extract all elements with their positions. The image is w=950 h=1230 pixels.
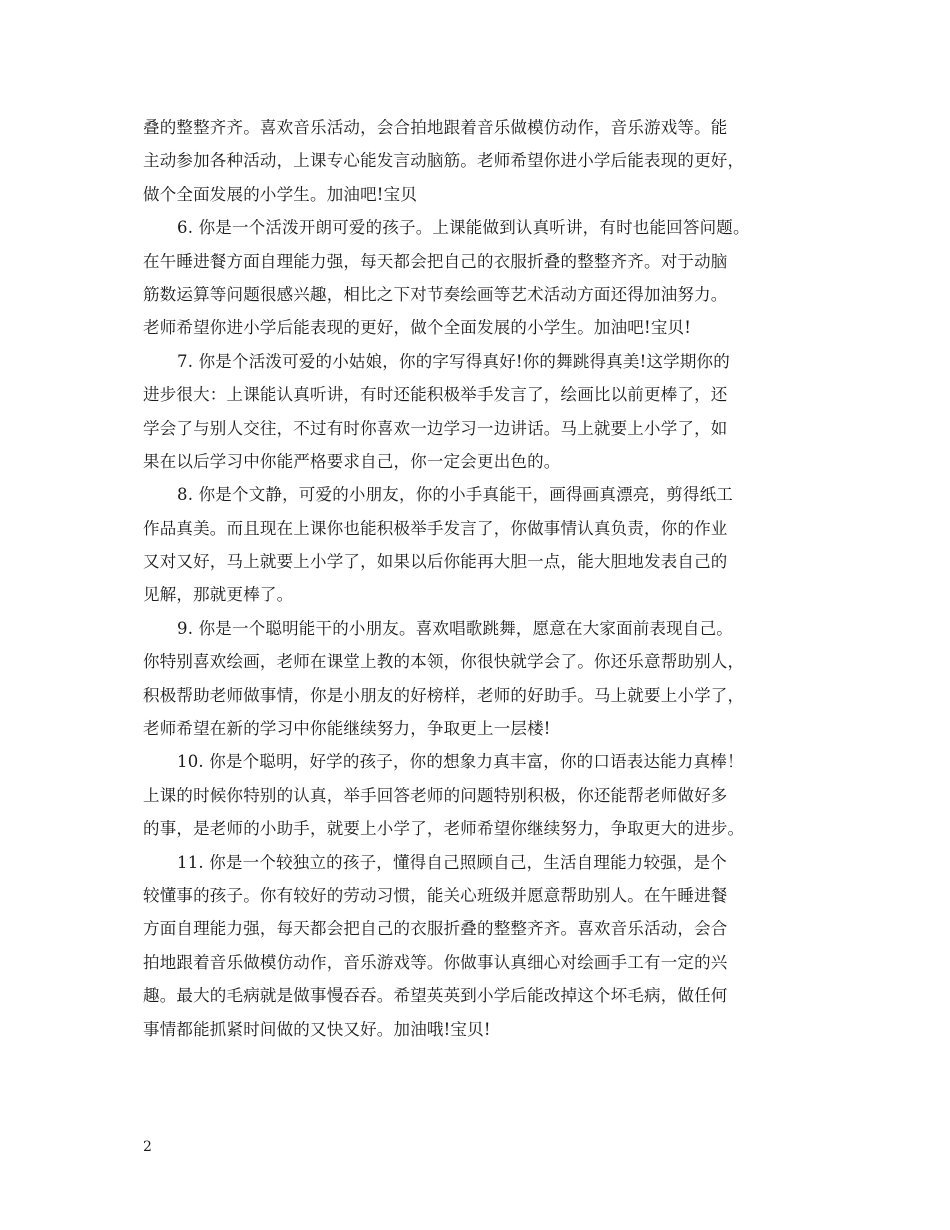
text-line: 筋数运算等问题很感兴趣，相比之下对节奏绘画等艺术活动方面还得加油努力。 <box>143 284 728 304</box>
page-number: 2 <box>143 1139 152 1155</box>
text-line: 果在以后学习中你能严格要求自己，你一定会更出色的。 <box>143 451 561 471</box>
text-line: 拍地跟着音乐做模仿动作，音乐游戏等。你做事认真细心对绘画手工有一定的兴 <box>143 952 728 972</box>
document-body <box>143 111 823 1046</box>
text-line: 的事，是老师的小助手，就要上小学了，老师希望你继续努力，争取更大的进步。 <box>143 819 745 839</box>
text-line: 11. 你是一个较独立的孩子，懂得自己照顾自己，生活自理能力较强，是个 <box>177 852 727 872</box>
text-line: 7. 你是个活泼可爱的小姑娘，你的字写得真好!你的舞跳得真美!这学期你的 <box>177 351 730 371</box>
text-line: 进步很大：上课能认真听讲，有时还能积极举手发言了，绘画比以前更棒了，还 <box>143 385 728 405</box>
text-line: 作品真美。而且现在上课你也能积极举手发言了，你做事情认真负责，你的作业 <box>143 518 728 538</box>
text-line: 学会了与别人交往，不过有时你喜欢一边学习一边讲话。马上就要上小学了，如 <box>143 418 728 438</box>
text-line: 在午睡进餐方面自理能力强，每天都会把自己的衣服折叠的整整齐齐。对于动脑 <box>143 251 728 271</box>
text-line: 趣。最大的毛病就是做事慢吞吞。希望英英到小学后能改掉这个坏毛病，做任何 <box>143 986 728 1006</box>
text-line: 8. 你是个文静，可爱的小朋友，你的小手真能干，画得画真漂亮，剪得纸工 <box>177 485 733 505</box>
text-line: 方面自理能力强，每天都会把自己的衣服折叠的整整齐齐。喜欢音乐活动，会合 <box>143 919 728 939</box>
text-line: 见解，那就更棒了。 <box>143 585 294 605</box>
text-line: 9. 你是一个聪明能干的小朋友。喜欢唱歌跳舞，愿意在大家面前表现自己。 <box>177 618 733 638</box>
text-line: 6. 你是一个活泼开朗可爱的孩子。上课能做到认真听讲，有时也能回答问题。 <box>177 218 750 238</box>
text-line: 老师希望在新的学习中你能继续努力，争取更上一层楼! <box>143 719 551 739</box>
text-line: 又对又好，马上就要上小学了，如果以后你能再大胆一点，能大胆地发表自己的 <box>143 552 728 572</box>
text-line: 你特别喜欢绘画，老师在课堂上教的本领，你很快就学会了。你还乐意帮助别人， <box>143 652 745 672</box>
text-line: 主动参加各种活动，上课专心能发言动脑筋。老师希望你进小学后能表现的更好， <box>143 151 745 171</box>
text-line: 做个全面发展的小学生。加油吧!宝贝 <box>143 184 418 204</box>
text-line: 积极帮助老师做事情，你是小朋友的好榜样，老师的好助手。马上就要上小学了， <box>143 685 745 705</box>
text-line: 事情都能抓紧时间做的又快又好。加油哦!宝贝! <box>143 1019 491 1039</box>
text-line: 较懂事的孩子。你有较好的劳动习惯，能关心班级并愿意帮助别人。在午睡进餐 <box>143 885 728 905</box>
text-line: 10. 你是个聪明，好学的孩子，你的想象力真丰富，你的口语表达能力真棒！ <box>177 752 744 772</box>
text-line: 叠的整整齐齐。喜欢音乐活动，会合拍地跟着音乐做模仿动作，音乐游戏等。能 <box>143 118 728 137</box>
text-line: 上课的时候你特别的认真，举手回答老师的问题特别积极，你还能帮老师做好多 <box>143 785 728 805</box>
text-line: 老师希望你进小学后能表现的更好，做个全面发展的小学生。加油吧!宝贝! <box>143 318 692 338</box>
